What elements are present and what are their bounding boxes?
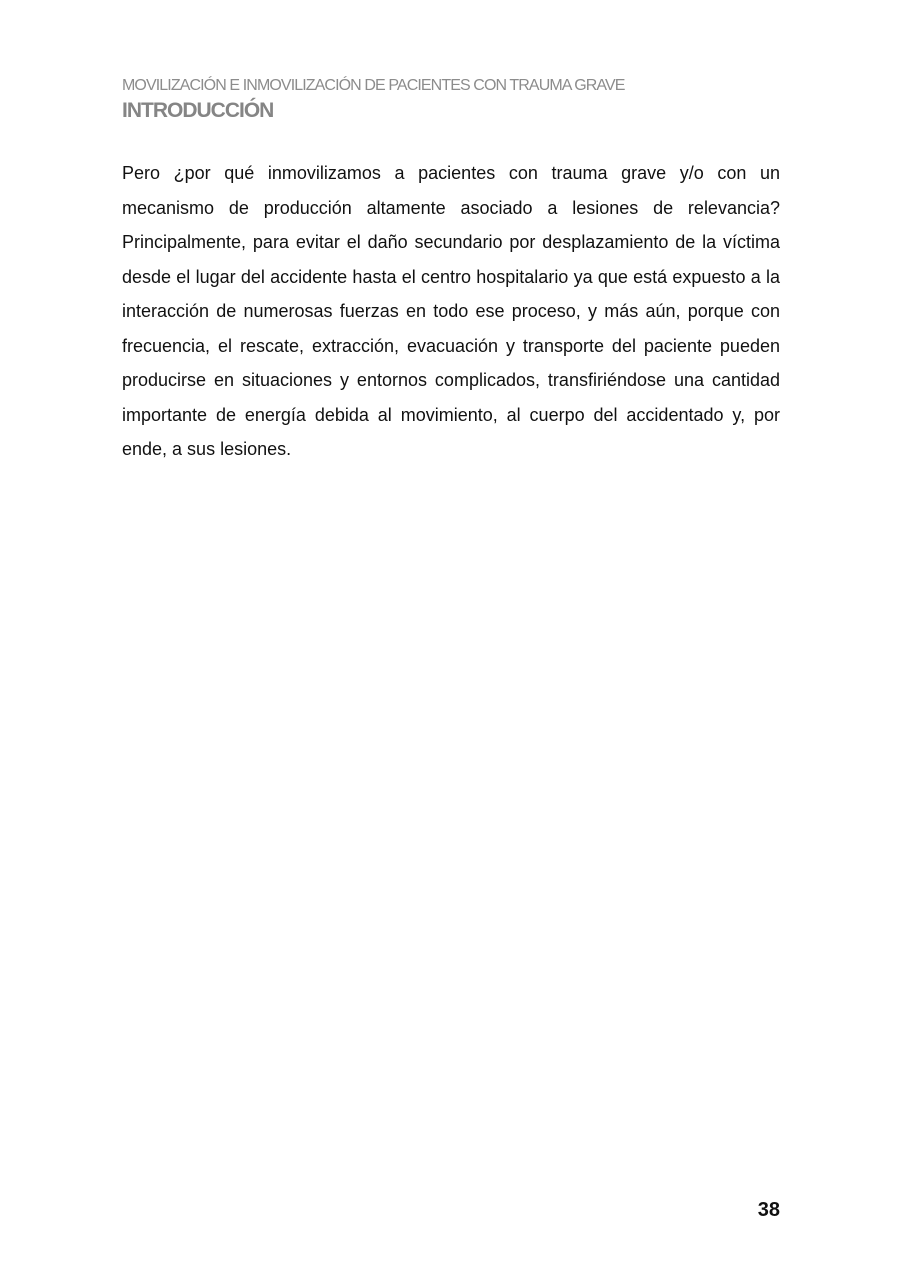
running-header: MOVILIZACIÓN E INMOVILIZACIÓN DE PACIENTES CON TRAUMA GRAVE [122, 77, 625, 94]
section-title: INTRODUCCIÓN [122, 99, 274, 122]
body-paragraph: Pero ¿por qué inmovilizamos a pacientes con trauma grave y/o con un mecanismo de producción altamente asociado a lesiones de relevancia? Principalmente, para evitar el daño secundario por desplazamiento de la víctima desde el lugar del accidente hasta el centro hospitalario ya que está expuesto a la interacción de numerosas fuerzas en todo ese proceso, y más aún, porque con frecuencia, el rescate, extracción, evacuación y transporte del paciente pueden producirse en situaciones y entornos complicados, transfiriéndose una cantidad importante de energía debida al movimiento, al cuerpo del accidentado y, por ende, a sus lesiones. [122, 163, 780, 459]
page-number: 38 [757, 1199, 780, 1221]
